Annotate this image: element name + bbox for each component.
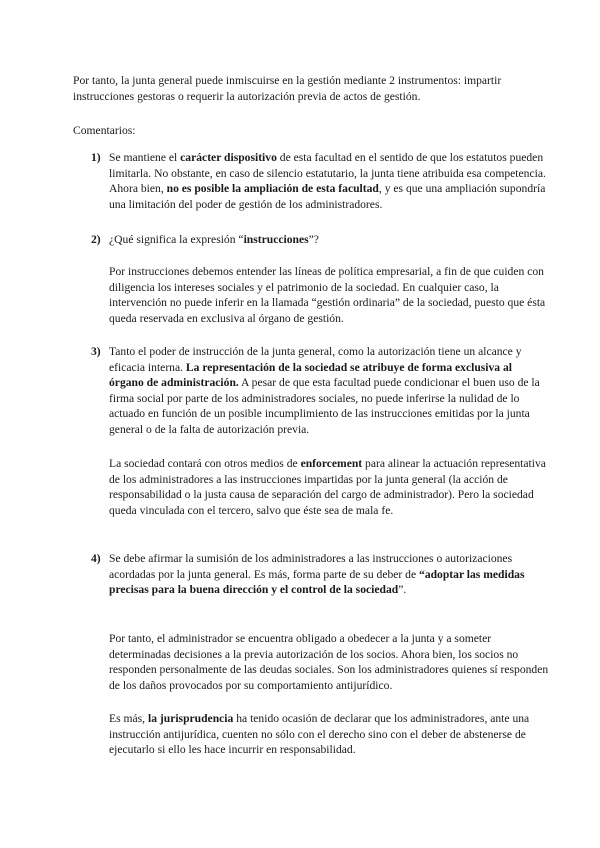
text-run: ”? bbox=[308, 233, 319, 246]
item-paragraph bbox=[109, 344, 549, 438]
text-run: para alinear la actuación representativa de los administradores a las instrucciones impartidas por la junta general (la acción de responsabilidad o la justa causa de separación del cargo de administrador). Pero la sociedad queda vinculada con el tercero, salvo que éste sea de mala fe. bbox=[109, 457, 546, 517]
item-number: 2) bbox=[91, 233, 101, 246]
item-paragraph bbox=[109, 551, 549, 598]
text-run: Por instrucciones debemos entender las líneas de política empresarial, a fin de que cuiden con diligencia los intereses sociales y el patrimonio de la sociedad. En cualquier caso, la intervención no puede inferir en la llamada “gestión ordinaria” de la sociedad, puesto que ésta queda reservada en exclusiva al órgano de gestión. bbox=[109, 265, 546, 325]
item-number: 3) bbox=[91, 345, 101, 358]
text-run: ha tenido ocasión de declarar que los administradores, ante una instrucción antijurídica, cuenten no sólo con el derecho sino con el deber de abstenerse de ejecutarlo si ello les hace incurrir en responsabilidad. bbox=[109, 712, 530, 757]
bold-phrase: enforcement bbox=[300, 457, 363, 470]
intro-paragraph: Por tanto, la junta general puede inmiscuirse en la gestión mediante 2 instrumentos: impartir instrucciones gestoras o requerir la autorización previa de actos de gestión. bbox=[73, 74, 502, 103]
item-paragraph bbox=[109, 264, 549, 326]
text-run: , y es que una ampliación supondría una limitación del poder de gestión de los administradores. bbox=[109, 182, 546, 211]
text-run: ”. bbox=[398, 583, 407, 597]
text-run: Se debe afirmar la sumisión de los administradores a las instrucciones o autorizaciones acordadas por la junta general. Es más, forma parte de su deber de bbox=[109, 552, 513, 581]
item-paragraph bbox=[109, 711, 549, 758]
text-run: Se mantiene el bbox=[109, 151, 181, 164]
bold-phrase: no es posible la ampliación de esta facultad bbox=[166, 182, 379, 196]
item-number: 4) bbox=[91, 552, 101, 565]
text-run: Es más, bbox=[109, 712, 148, 725]
text-run: Por tanto, el administrador se encuentra obligado a obedecer a la junta y a someter determinadas decisiones a la previa autorización de los socios. Ahora bien, los socios no responden personalmente de las deudas sociales. Son los administradores quienes sí responden de los daños provocados por su comportamiento antijurídico. bbox=[109, 632, 549, 692]
item-paragraph bbox=[109, 232, 549, 248]
text-run: ¿Qué significa la expresión “ bbox=[109, 233, 244, 246]
bold-phrase: instrucciones bbox=[243, 233, 309, 246]
bold-phrase: La representación de la sociedad se atribuye de forma exclusiva al órgano de administración. bbox=[109, 360, 513, 390]
text-run: de esta facultad en el sentido de que los estatutos pueden limitarla. No obstante, en caso de silencio estatutario, la junta tiene atribuida esa competencia. Ahora bien, bbox=[109, 151, 546, 196]
text-run: La sociedad contará con otros medios de bbox=[109, 457, 301, 470]
comentarios-label: Comentarios: bbox=[73, 124, 136, 137]
item-paragraph bbox=[109, 631, 549, 693]
item-paragraph bbox=[109, 456, 549, 518]
bold-phrase: carácter dispositivo bbox=[180, 151, 277, 164]
text-run: Tanto el poder de instrucción de la junta general, como la autorización tiene un alcance y eficacia interna. bbox=[109, 345, 522, 374]
item-paragraph bbox=[109, 150, 549, 212]
item-number: 1) bbox=[91, 151, 101, 164]
bold-phrase: “adoptar las medidas precisas para la buena dirección y el control de la sociedad bbox=[109, 567, 525, 597]
text-run: A pesar de que esta facultad puede condicionar el buen uso de la firma social por parte de los administradores sociales, no puede inferirse la nulidad de lo actuado en función de un posible incumplimiento de las instrucciones emitidas por la junta general o de la falta de autorización previa. bbox=[109, 376, 540, 436]
bold-phrase: la jurisprudencia bbox=[147, 712, 234, 725]
